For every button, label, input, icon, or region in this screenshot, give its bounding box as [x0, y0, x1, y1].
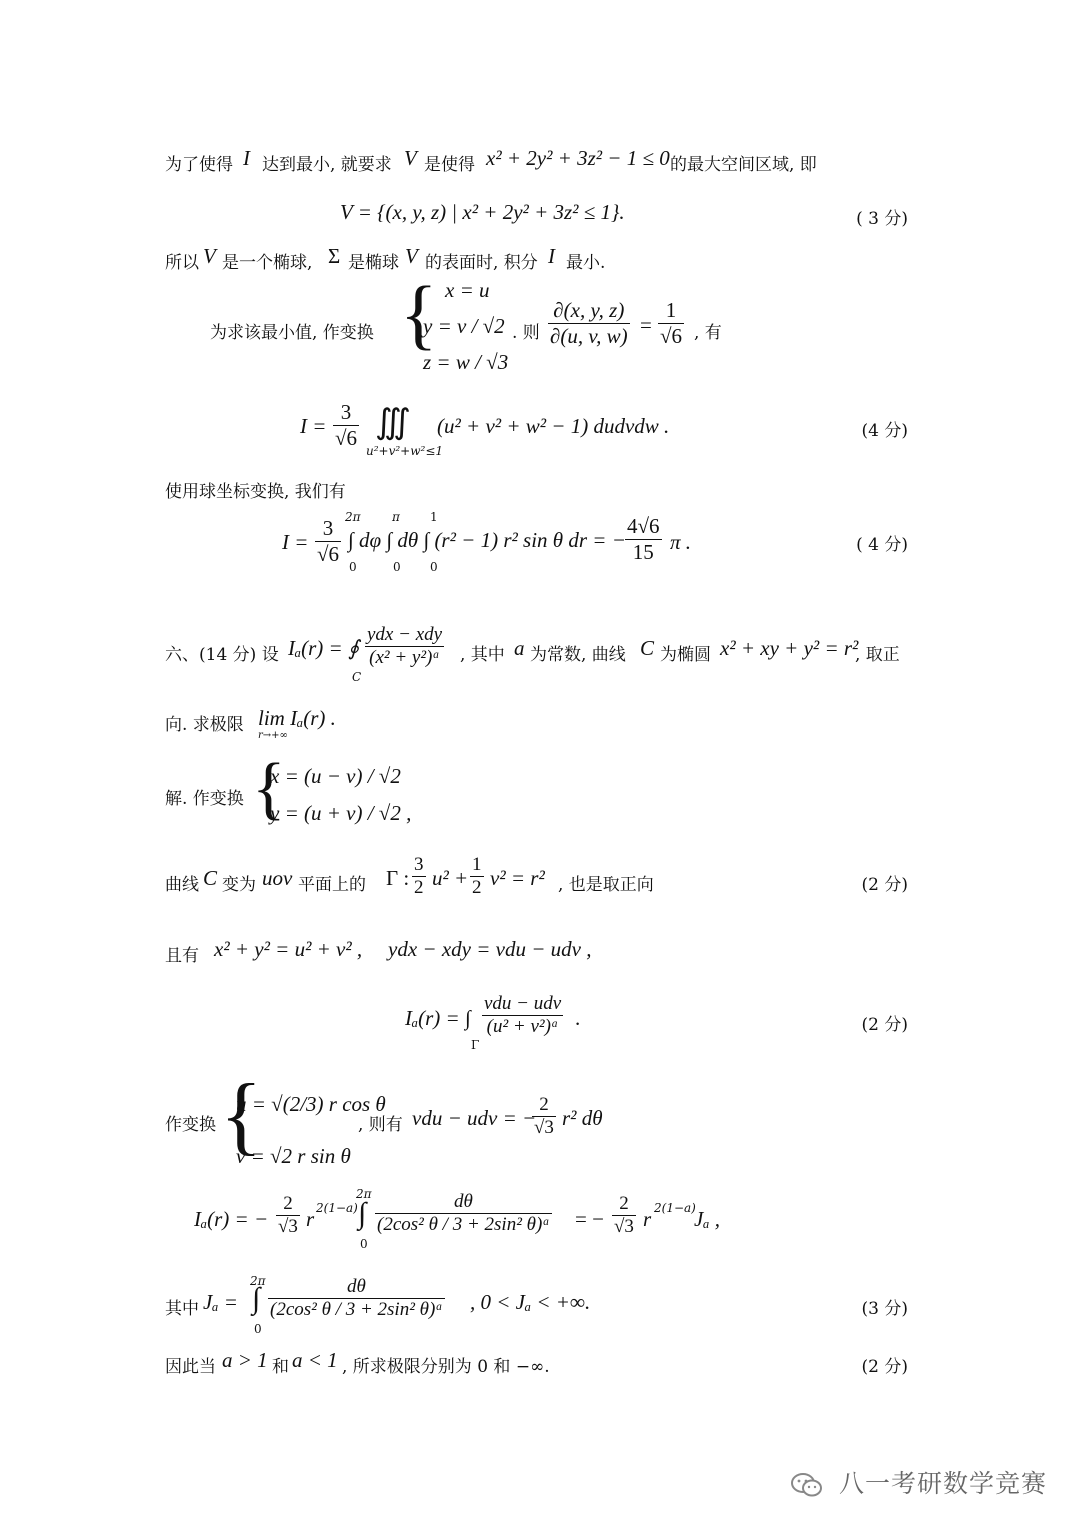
eq-I3-den: (u² + v²)ᵃ	[486, 1016, 559, 1037]
p2-text-d: 的表面时, 积分	[425, 253, 538, 273]
q6-text-a: , 其中	[460, 645, 505, 665]
paragraph-3	[0, 270, 1080, 385]
eq-I3-dot: .	[575, 1006, 581, 1030]
p9-text-c: , 所求极限分别为 0 和 −∞.	[342, 1357, 550, 1377]
frac-2-sqrt3-b	[276, 1193, 300, 1238]
score-3a: ( 3 分)	[856, 209, 908, 229]
q6-line2-a: 向. 求极限	[165, 715, 244, 735]
q6-limit-sub: r→+∞	[258, 730, 288, 741]
sys3-line2: v = √2 r sin θ	[236, 1144, 351, 1168]
eq-I4-integral-icon: ∫	[358, 1197, 367, 1230]
eq-I4-exp: 2(1−a)	[316, 1201, 358, 1215]
q6-text-c: 为椭圆	[660, 645, 711, 665]
p8-cond: , 0 < Jₐ < +∞.	[470, 1290, 591, 1314]
question-6-line2	[0, 700, 1080, 745]
eq-I1-lhs: I =	[300, 414, 327, 438]
p2-text-b: 是一个椭球,	[222, 253, 313, 273]
equation-I2	[0, 508, 1080, 578]
q6-Ia: Iₐ(r) = ∮	[288, 636, 359, 660]
den-sqrt6-b: √6	[317, 542, 340, 566]
q6-C: C	[640, 636, 655, 660]
eq-I4-lhs: Iₐ(r) = −	[194, 1207, 269, 1231]
sys2-line2: y = (u + v) / √2 ,	[270, 801, 412, 825]
eq-I4-Ja: Jₐ ,	[694, 1207, 720, 1231]
num-three-b: 3	[315, 516, 341, 542]
p8-fraction	[268, 1276, 445, 1321]
p1-text-d: 的最大空间区域, 即	[670, 155, 817, 175]
frac-3-2	[412, 854, 426, 899]
limit-0b: 0	[393, 560, 401, 574]
equation-I1	[0, 396, 1080, 466]
three-over-sqrt6-b	[315, 516, 341, 567]
sys3-line1: u = √(2/3) r cos θ	[236, 1092, 386, 1116]
jac-eq: =	[640, 313, 652, 337]
q6-text-d: , 取正	[855, 645, 900, 665]
limit-0a: 0	[349, 560, 357, 574]
p1-inequality: x² + 2y² + 3z² − 1 ≤ 0	[486, 146, 670, 170]
pi-dot: π .	[670, 530, 692, 554]
q6-den: (x² + y²)ᵃ	[369, 647, 440, 668]
frac-1-2	[470, 854, 484, 899]
limit-0c: 0	[430, 560, 438, 574]
q6-a: a	[514, 636, 525, 660]
question-6	[0, 622, 1080, 692]
equation-I4	[0, 1185, 1080, 1255]
left-brace-icon: {	[400, 270, 438, 357]
p8-den: (2cos² θ / 3 + 2sin² θ)ᵃ	[270, 1299, 443, 1320]
p7-text-a: 作变换	[165, 1115, 216, 1135]
paragraph-6	[0, 935, 1080, 995]
den-sqrt6: √6	[660, 324, 683, 348]
p9-text-b: 和	[272, 1357, 289, 1377]
wechat-icon	[790, 1472, 824, 1498]
paragraph-7	[0, 1067, 1080, 1172]
p1-math-I: I	[243, 146, 250, 170]
eq-I4-num: dθ	[375, 1191, 552, 1214]
q6-text-b: 为常数, 曲线	[530, 645, 626, 665]
p8-num: dθ	[268, 1276, 445, 1299]
p5-uov: uov	[262, 866, 293, 890]
p5-gamma: Γ :	[386, 866, 410, 890]
p7-text-b: , 则有	[358, 1115, 403, 1135]
q6-fraction	[365, 624, 444, 669]
eq-I3-lhs: Iₐ(r) = ∫	[405, 1006, 471, 1030]
p8-limit-top: 2π	[250, 1274, 266, 1288]
p4-text: 使用球坐标变换, 我们有	[165, 482, 346, 502]
watermark-text: 八一考研数学竞赛	[838, 1469, 1047, 1498]
eq-I3-fraction	[482, 993, 563, 1038]
jac-num: ∂(x, y, z)	[548, 298, 630, 324]
frac-2-sqrt3-c	[612, 1193, 636, 1238]
frac-2-sqrt3	[532, 1094, 556, 1139]
p3-text-b: . 则	[512, 323, 540, 343]
p1-math-V: V	[404, 146, 417, 170]
p8-Ja: Jₐ =	[203, 1290, 238, 1314]
jacobian-fraction	[548, 298, 630, 349]
den-sqrt3-b: √3	[278, 1216, 298, 1237]
num-4sqrt6: 4√6	[627, 514, 660, 538]
p7-eq: vdu − udv = −	[412, 1106, 537, 1130]
p5-text-b: 变为	[222, 875, 256, 895]
p2-math-V: V	[203, 244, 216, 268]
q6-contour-C: C	[352, 670, 362, 684]
score-2c: (2 分)	[861, 1357, 908, 1377]
p5-eq-rest: u² +	[432, 866, 469, 890]
eq-I4-den: (2cos² θ / 3 + 2sin² θ)ᵃ	[377, 1214, 550, 1235]
p2-sigma: Σ	[328, 244, 341, 268]
q6-num: ydx − xdy	[367, 624, 443, 645]
num-2c: 2	[612, 1193, 636, 1216]
p6-text-a: 且有	[165, 946, 199, 966]
score-3b: (3 分)	[861, 1299, 908, 1319]
sys1-line1: x = u	[445, 278, 490, 302]
frac-4sqrt6-15	[625, 514, 662, 565]
score-4b: ( 4 分)	[856, 535, 908, 555]
eq-V: V = {(x, y, z) | x² + 2y² + 3z² ≤ 1}.	[340, 200, 625, 224]
num-2: 2	[532, 1094, 556, 1117]
solution-transform	[0, 750, 1080, 835]
q6-limit: lim Iₐ(r) .	[258, 706, 336, 730]
p5-text-c: 平面上的	[298, 875, 366, 895]
eq-I2-integrals: ∫ dφ ∫ dθ ∫ (r² − 1) r² sin θ dr = −	[348, 528, 626, 552]
p2-text-e: 最小.	[566, 253, 606, 273]
p3-text-c: , 有	[694, 323, 722, 343]
eq-I4-limit-top: 2π	[356, 1187, 372, 1201]
p6-eq2: ydx − xdy = vdu − udv ,	[388, 937, 592, 961]
p1-text-a: 为了使得	[165, 155, 233, 175]
p2-math-I: I	[548, 244, 555, 268]
p1-text-c: 是使得	[424, 155, 475, 175]
eq-I4-tail: r	[643, 1207, 652, 1231]
eq-I4-fraction	[375, 1191, 552, 1236]
eq-I4-mid: = −	[575, 1207, 604, 1231]
score-2a: (2 分)	[861, 875, 908, 895]
eq-I1-body: (u² + v² + w² − 1) dudvdw .	[437, 414, 670, 438]
triple-integral-icon: ∭	[375, 404, 411, 441]
den-sqrt6-2: √6	[335, 426, 358, 450]
eq-I4-tail-exp: 2(1−a)	[654, 1201, 696, 1215]
p9-text-a: 因此当	[165, 1357, 216, 1377]
eq-I3-sub: Γ	[471, 1038, 480, 1052]
three-over-sqrt6	[333, 400, 359, 451]
num-2b: 2	[276, 1193, 300, 1216]
p9-cond2: a < 1	[292, 1348, 338, 1372]
left-brace-icon-3: {	[220, 1067, 263, 1164]
p2-text-c: 是椭球	[348, 253, 399, 273]
sys2-line1: x = (u − v) / √2	[270, 764, 401, 788]
num-1: 1	[472, 854, 482, 875]
p8-integral-icon: ∫	[252, 1282, 261, 1315]
num-one: 1	[658, 298, 684, 324]
p2-math-V2: V	[405, 244, 418, 268]
score-4a: (4 分)	[861, 421, 908, 441]
triple-int-subscript: u²+v²+w²≤1	[366, 444, 444, 458]
den-2: 2	[414, 877, 424, 898]
paragraph-5	[0, 852, 1080, 912]
paragraph-9	[0, 1346, 1080, 1406]
p5-text-d: , 也是取正向	[558, 875, 654, 895]
score-2b: (2 分)	[861, 1015, 908, 1035]
p2-text-a: 所以	[165, 253, 199, 273]
p8-limit-bottom: 0	[254, 1322, 262, 1336]
limit-2pi: 2π	[345, 510, 361, 524]
sol-text-a: 解. 作变换	[165, 789, 244, 809]
p6-eq1: x² + y² = u² + v² ,	[214, 937, 363, 961]
num-three: 3	[333, 400, 359, 426]
p1-text-b: 达到最小, 就要求	[262, 155, 392, 175]
eq-I2-lhs: I =	[282, 530, 309, 554]
one-over-sqrt6	[658, 298, 684, 349]
watermark	[790, 1464, 1047, 1500]
p8-text-a: 其中	[165, 1299, 199, 1319]
eq-I3-num: vdu − udv	[484, 993, 562, 1014]
den-15: 15	[632, 540, 654, 564]
limit-pi: π	[392, 510, 400, 524]
jac-den: ∂(u, v, w)	[550, 324, 628, 348]
den-sqrt3-c: √3	[614, 1216, 634, 1237]
p7-tail: r² dθ	[562, 1106, 603, 1130]
sys1-line3: z = w / √3	[423, 350, 509, 374]
eq-I4-limit-bottom: 0	[360, 1237, 368, 1251]
sys1-line2: y = v / √2	[423, 314, 505, 338]
den-sqrt3: √3	[534, 1117, 554, 1138]
num-3: 3	[414, 854, 424, 875]
p5-eq-tail: v² = r²	[490, 866, 545, 890]
q6-ellipse: x² + xy + y² = r²	[720, 636, 859, 660]
q6-head: 六、(14 分) 设	[165, 645, 279, 665]
eq-I4-r: r	[306, 1207, 315, 1231]
p9-cond1: a > 1	[222, 1348, 268, 1372]
den-2b: 2	[472, 877, 482, 898]
equation-I3	[0, 990, 1080, 1055]
paragraph-8	[0, 1272, 1080, 1337]
p5-C: C	[203, 866, 218, 890]
p3-text-a: 为求该最小值, 作变换	[210, 323, 374, 343]
limit-1: 1	[430, 510, 438, 524]
left-brace-icon-2: {	[252, 750, 286, 827]
paragraph-1	[0, 145, 1080, 205]
p5-text-a: 曲线	[165, 875, 199, 895]
